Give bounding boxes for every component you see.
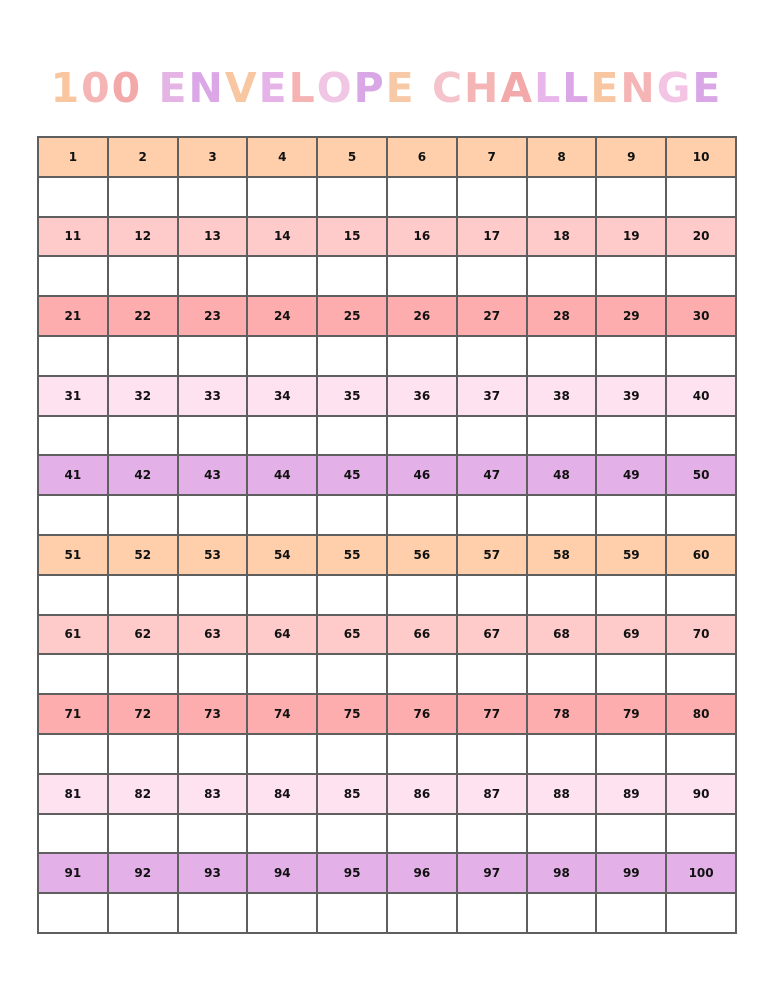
envelope-number-cell: 32 xyxy=(109,377,179,417)
envelope-number-cell: 9 xyxy=(597,138,667,178)
envelope-check-cell[interactable] xyxy=(109,815,179,855)
envelope-check-cell[interactable] xyxy=(597,257,667,297)
title-letter xyxy=(416,62,432,114)
envelope-check-cell[interactable] xyxy=(109,576,179,616)
title-letter: A xyxy=(500,64,535,112)
envelope-check-cell[interactable] xyxy=(458,735,528,775)
envelope-check-cell[interactable] xyxy=(109,337,179,377)
envelope-check-cell[interactable] xyxy=(109,417,179,457)
envelope-number-cell: 74 xyxy=(248,695,318,735)
envelope-number-cell: 29 xyxy=(597,297,667,337)
envelope-check-cell[interactable] xyxy=(667,655,737,695)
envelope-number-cell: 66 xyxy=(388,616,458,656)
envelope-check-cell[interactable] xyxy=(388,735,458,775)
envelope-number-cell: 99 xyxy=(597,854,667,894)
envelope-check-cell[interactable] xyxy=(388,815,458,855)
envelope-number-cell: 75 xyxy=(318,695,388,735)
envelope-number-cell: 6 xyxy=(388,138,458,178)
envelope-number-cell: 48 xyxy=(528,456,598,496)
envelope-number-cell: 39 xyxy=(597,377,667,417)
envelope-number-cell: 12 xyxy=(109,218,179,258)
title-letter: P xyxy=(353,64,386,112)
envelope-check-cell[interactable] xyxy=(528,257,598,297)
envelope-check-cell[interactable] xyxy=(39,178,109,218)
envelope-check-cell[interactable] xyxy=(109,655,179,695)
envelope-number-cell: 15 xyxy=(318,218,388,258)
envelope-check-cell[interactable] xyxy=(318,257,388,297)
envelope-check-cell[interactable] xyxy=(248,894,318,934)
title-letter: G xyxy=(656,64,693,112)
envelope-number-cell: 22 xyxy=(109,297,179,337)
title-letter: E xyxy=(385,64,416,112)
title-letter: E xyxy=(158,64,189,112)
envelope-check-cell[interactable] xyxy=(39,815,109,855)
envelope-number-cell: 40 xyxy=(667,377,737,417)
envelope-number-cell: 2 xyxy=(109,138,179,178)
envelope-grid xyxy=(37,136,737,934)
envelope-number-cell: 53 xyxy=(179,536,249,576)
envelope-number-cell: 55 xyxy=(318,536,388,576)
envelope-check-cell[interactable] xyxy=(667,337,737,377)
envelope-check-cell[interactable] xyxy=(667,417,737,457)
title-letter: L xyxy=(288,64,317,112)
envelope-check-cell[interactable] xyxy=(597,576,667,616)
envelope-number-cell: 69 xyxy=(597,616,667,656)
envelope-check-cell[interactable] xyxy=(667,496,737,536)
envelope-number-cell: 71 xyxy=(39,695,109,735)
envelope-number-cell: 65 xyxy=(318,616,388,656)
envelope-number-cell: 92 xyxy=(109,854,179,894)
envelope-check-cell[interactable] xyxy=(388,655,458,695)
envelope-check-cell[interactable] xyxy=(528,655,598,695)
envelope-number-cell: 45 xyxy=(318,456,388,496)
envelope-number-cell: 28 xyxy=(528,297,598,337)
envelope-check-cell[interactable] xyxy=(597,894,667,934)
envelope-check-cell[interactable] xyxy=(458,178,528,218)
title-letter: E xyxy=(590,64,621,112)
envelope-check-cell[interactable] xyxy=(458,576,528,616)
envelope-number-cell: 4 xyxy=(248,138,318,178)
envelope-number-cell: 83 xyxy=(179,775,249,815)
envelope-check-cell[interactable] xyxy=(458,815,528,855)
envelope-number-cell: 46 xyxy=(388,456,458,496)
envelope-check-cell[interactable] xyxy=(179,815,249,855)
envelope-check-cell[interactable] xyxy=(388,178,458,218)
envelope-number-cell: 25 xyxy=(318,297,388,337)
envelope-check-cell[interactable] xyxy=(528,894,598,934)
envelope-check-cell[interactable] xyxy=(318,417,388,457)
envelope-number-cell: 91 xyxy=(39,854,109,894)
envelope-check-cell[interactable] xyxy=(179,417,249,457)
envelope-check-cell[interactable] xyxy=(39,337,109,377)
envelope-check-cell[interactable] xyxy=(39,257,109,297)
envelope-check-cell[interactable] xyxy=(597,815,667,855)
envelope-check-cell[interactable] xyxy=(248,337,318,377)
title-letter: 0 xyxy=(111,64,143,112)
envelope-number-cell: 89 xyxy=(597,775,667,815)
envelope-check-cell[interactable] xyxy=(528,178,598,218)
envelope-number-cell: 5 xyxy=(318,138,388,178)
envelope-check-cell[interactable] xyxy=(179,496,249,536)
envelope-number-cell: 87 xyxy=(458,775,528,815)
envelope-check-cell[interactable] xyxy=(388,576,458,616)
envelope-number-cell: 64 xyxy=(248,616,318,656)
page-title xyxy=(0,62,773,114)
envelope-check-cell[interactable] xyxy=(528,337,598,377)
envelope-check-cell[interactable] xyxy=(318,496,388,536)
envelope-check-cell[interactable] xyxy=(39,496,109,536)
envelope-number-cell: 43 xyxy=(179,456,249,496)
envelope-number-cell: 62 xyxy=(109,616,179,656)
title-letter: L xyxy=(562,64,591,112)
envelope-check-cell[interactable] xyxy=(179,735,249,775)
envelope-check-cell[interactable] xyxy=(248,655,318,695)
envelope-number-cell: 88 xyxy=(528,775,598,815)
title-letter: 0 xyxy=(81,64,112,112)
envelope-check-cell[interactable] xyxy=(318,655,388,695)
envelope-check-cell[interactable] xyxy=(388,496,458,536)
envelope-check-cell[interactable] xyxy=(458,894,528,934)
envelope-number-cell: 90 xyxy=(667,775,737,815)
envelope-number-cell: 52 xyxy=(109,536,179,576)
envelope-check-cell[interactable] xyxy=(597,496,667,536)
envelope-number-cell: 73 xyxy=(179,695,249,735)
envelope-number-cell: 97 xyxy=(458,854,528,894)
envelope-check-cell[interactable] xyxy=(667,576,737,616)
envelope-number-cell: 58 xyxy=(528,536,598,576)
envelope-number-cell: 13 xyxy=(179,218,249,258)
envelope-check-cell[interactable] xyxy=(458,257,528,297)
envelope-check-cell[interactable] xyxy=(597,337,667,377)
title-letter: V xyxy=(224,64,259,112)
envelope-check-cell[interactable] xyxy=(109,735,179,775)
envelope-number-cell: 27 xyxy=(458,297,528,337)
envelope-check-cell[interactable] xyxy=(109,257,179,297)
title-letter: H xyxy=(464,64,501,112)
envelope-number-cell: 14 xyxy=(248,218,318,258)
envelope-check-cell[interactable] xyxy=(248,496,318,536)
envelope-number-cell: 42 xyxy=(109,456,179,496)
envelope-number-cell: 61 xyxy=(39,616,109,656)
title-letter: E xyxy=(692,64,723,112)
envelope-number-cell: 68 xyxy=(528,616,598,656)
envelope-number-cell: 31 xyxy=(39,377,109,417)
envelope-check-cell[interactable] xyxy=(248,576,318,616)
envelope-check-cell[interactable] xyxy=(179,257,249,297)
envelope-check-cell[interactable] xyxy=(667,815,737,855)
envelope-number-cell: 38 xyxy=(528,377,598,417)
envelope-check-cell[interactable] xyxy=(318,576,388,616)
envelope-check-cell[interactable] xyxy=(39,735,109,775)
envelope-check-cell[interactable] xyxy=(528,576,598,616)
envelope-number-cell: 80 xyxy=(667,695,737,735)
envelope-number-cell: 8 xyxy=(528,138,598,178)
envelope-number-cell: 94 xyxy=(248,854,318,894)
envelope-check-cell[interactable] xyxy=(528,496,598,536)
envelope-check-cell[interactable] xyxy=(179,337,249,377)
envelope-number-cell: 59 xyxy=(597,536,667,576)
envelope-number-cell: 18 xyxy=(528,218,598,258)
envelope-number-cell: 11 xyxy=(39,218,109,258)
envelope-number-cell: 19 xyxy=(597,218,667,258)
envelope-check-cell[interactable] xyxy=(667,894,737,934)
envelope-number-cell: 47 xyxy=(458,456,528,496)
envelope-number-cell: 96 xyxy=(388,854,458,894)
title-letter: N xyxy=(620,64,657,112)
envelope-number-cell: 77 xyxy=(458,695,528,735)
envelope-check-cell[interactable] xyxy=(458,496,528,536)
envelope-number-cell: 23 xyxy=(179,297,249,337)
envelope-check-cell[interactable] xyxy=(39,655,109,695)
envelope-number-cell: 56 xyxy=(388,536,458,576)
envelope-check-cell[interactable] xyxy=(528,735,598,775)
envelope-number-cell: 41 xyxy=(39,456,109,496)
envelope-check-cell[interactable] xyxy=(39,417,109,457)
envelope-number-cell: 79 xyxy=(597,695,667,735)
envelope-number-cell: 35 xyxy=(318,377,388,417)
title-letter: O xyxy=(316,64,354,112)
envelope-number-cell: 70 xyxy=(667,616,737,656)
envelope-check-cell[interactable] xyxy=(528,417,598,457)
envelope-number-cell: 44 xyxy=(248,456,318,496)
envelope-number-cell: 49 xyxy=(597,456,667,496)
envelope-check-cell[interactable] xyxy=(248,257,318,297)
envelope-number-cell: 16 xyxy=(388,218,458,258)
envelope-number-cell: 86 xyxy=(388,775,458,815)
title-letter: N xyxy=(188,64,225,112)
envelope-check-cell[interactable] xyxy=(458,417,528,457)
envelope-number-cell: 17 xyxy=(458,218,528,258)
title-letter: C xyxy=(431,64,465,112)
envelope-number-cell: 57 xyxy=(458,536,528,576)
envelope-number-cell: 7 xyxy=(458,138,528,178)
envelope-check-cell[interactable] xyxy=(318,815,388,855)
envelope-number-cell: 72 xyxy=(109,695,179,735)
envelope-check-cell[interactable] xyxy=(248,417,318,457)
envelope-check-cell[interactable] xyxy=(109,178,179,218)
envelope-number-cell: 3 xyxy=(179,138,249,178)
envelope-number-cell: 98 xyxy=(528,854,598,894)
envelope-number-cell: 81 xyxy=(39,775,109,815)
envelope-number-cell: 60 xyxy=(667,536,737,576)
envelope-check-cell[interactable] xyxy=(39,894,109,934)
envelope-number-cell: 24 xyxy=(248,297,318,337)
title-letter xyxy=(142,62,158,114)
envelope-number-cell: 10 xyxy=(667,138,737,178)
envelope-check-cell[interactable] xyxy=(388,417,458,457)
envelope-number-cell: 82 xyxy=(109,775,179,815)
envelope-number-cell: 76 xyxy=(388,695,458,735)
envelope-check-cell[interactable] xyxy=(318,337,388,377)
envelope-check-cell[interactable] xyxy=(597,735,667,775)
envelope-check-cell[interactable] xyxy=(179,894,249,934)
envelope-check-cell[interactable] xyxy=(458,655,528,695)
envelope-check-cell[interactable] xyxy=(388,894,458,934)
envelope-number-cell: 34 xyxy=(248,377,318,417)
envelope-check-cell[interactable] xyxy=(388,337,458,377)
envelope-check-cell[interactable] xyxy=(388,257,458,297)
envelope-check-cell[interactable] xyxy=(39,576,109,616)
envelope-number-cell: 20 xyxy=(667,218,737,258)
envelope-check-cell[interactable] xyxy=(109,496,179,536)
title-letter: 1 xyxy=(50,64,82,112)
envelope-number-cell: 36 xyxy=(388,377,458,417)
envelope-number-cell: 50 xyxy=(667,456,737,496)
envelope-check-cell[interactable] xyxy=(528,815,598,855)
envelope-check-cell[interactable] xyxy=(179,178,249,218)
envelope-number-cell: 95 xyxy=(318,854,388,894)
envelope-check-cell[interactable] xyxy=(597,178,667,218)
envelope-number-cell: 37 xyxy=(458,377,528,417)
envelope-check-cell[interactable] xyxy=(667,735,737,775)
envelope-check-cell[interactable] xyxy=(318,735,388,775)
envelope-check-cell[interactable] xyxy=(667,257,737,297)
envelope-number-cell: 67 xyxy=(458,616,528,656)
title-letter: E xyxy=(258,64,289,112)
envelope-number-cell: 85 xyxy=(318,775,388,815)
envelope-number-cell: 51 xyxy=(39,536,109,576)
envelope-number-cell: 26 xyxy=(388,297,458,337)
envelope-number-cell: 63 xyxy=(179,616,249,656)
envelope-number-cell: 100 xyxy=(667,854,737,894)
envelope-check-cell[interactable] xyxy=(318,178,388,218)
envelope-number-cell: 78 xyxy=(528,695,598,735)
envelope-number-cell: 21 xyxy=(39,297,109,337)
envelope-check-cell[interactable] xyxy=(458,337,528,377)
title-letter: L xyxy=(534,64,563,112)
envelope-check-cell[interactable] xyxy=(248,815,318,855)
envelope-check-cell[interactable] xyxy=(179,576,249,616)
envelope-number-cell: 1 xyxy=(39,138,109,178)
envelope-number-cell: 33 xyxy=(179,377,249,417)
envelope-check-cell[interactable] xyxy=(248,178,318,218)
envelope-number-cell: 84 xyxy=(248,775,318,815)
envelope-check-cell[interactable] xyxy=(318,894,388,934)
envelope-check-cell[interactable] xyxy=(179,655,249,695)
envelope-check-cell[interactable] xyxy=(248,735,318,775)
envelope-check-cell[interactable] xyxy=(597,655,667,695)
envelope-number-cell: 93 xyxy=(179,854,249,894)
envelope-number-cell: 30 xyxy=(667,297,737,337)
envelope-number-cell: 54 xyxy=(248,536,318,576)
envelope-check-cell[interactable] xyxy=(667,178,737,218)
envelope-check-cell[interactable] xyxy=(109,894,179,934)
envelope-check-cell[interactable] xyxy=(597,417,667,457)
